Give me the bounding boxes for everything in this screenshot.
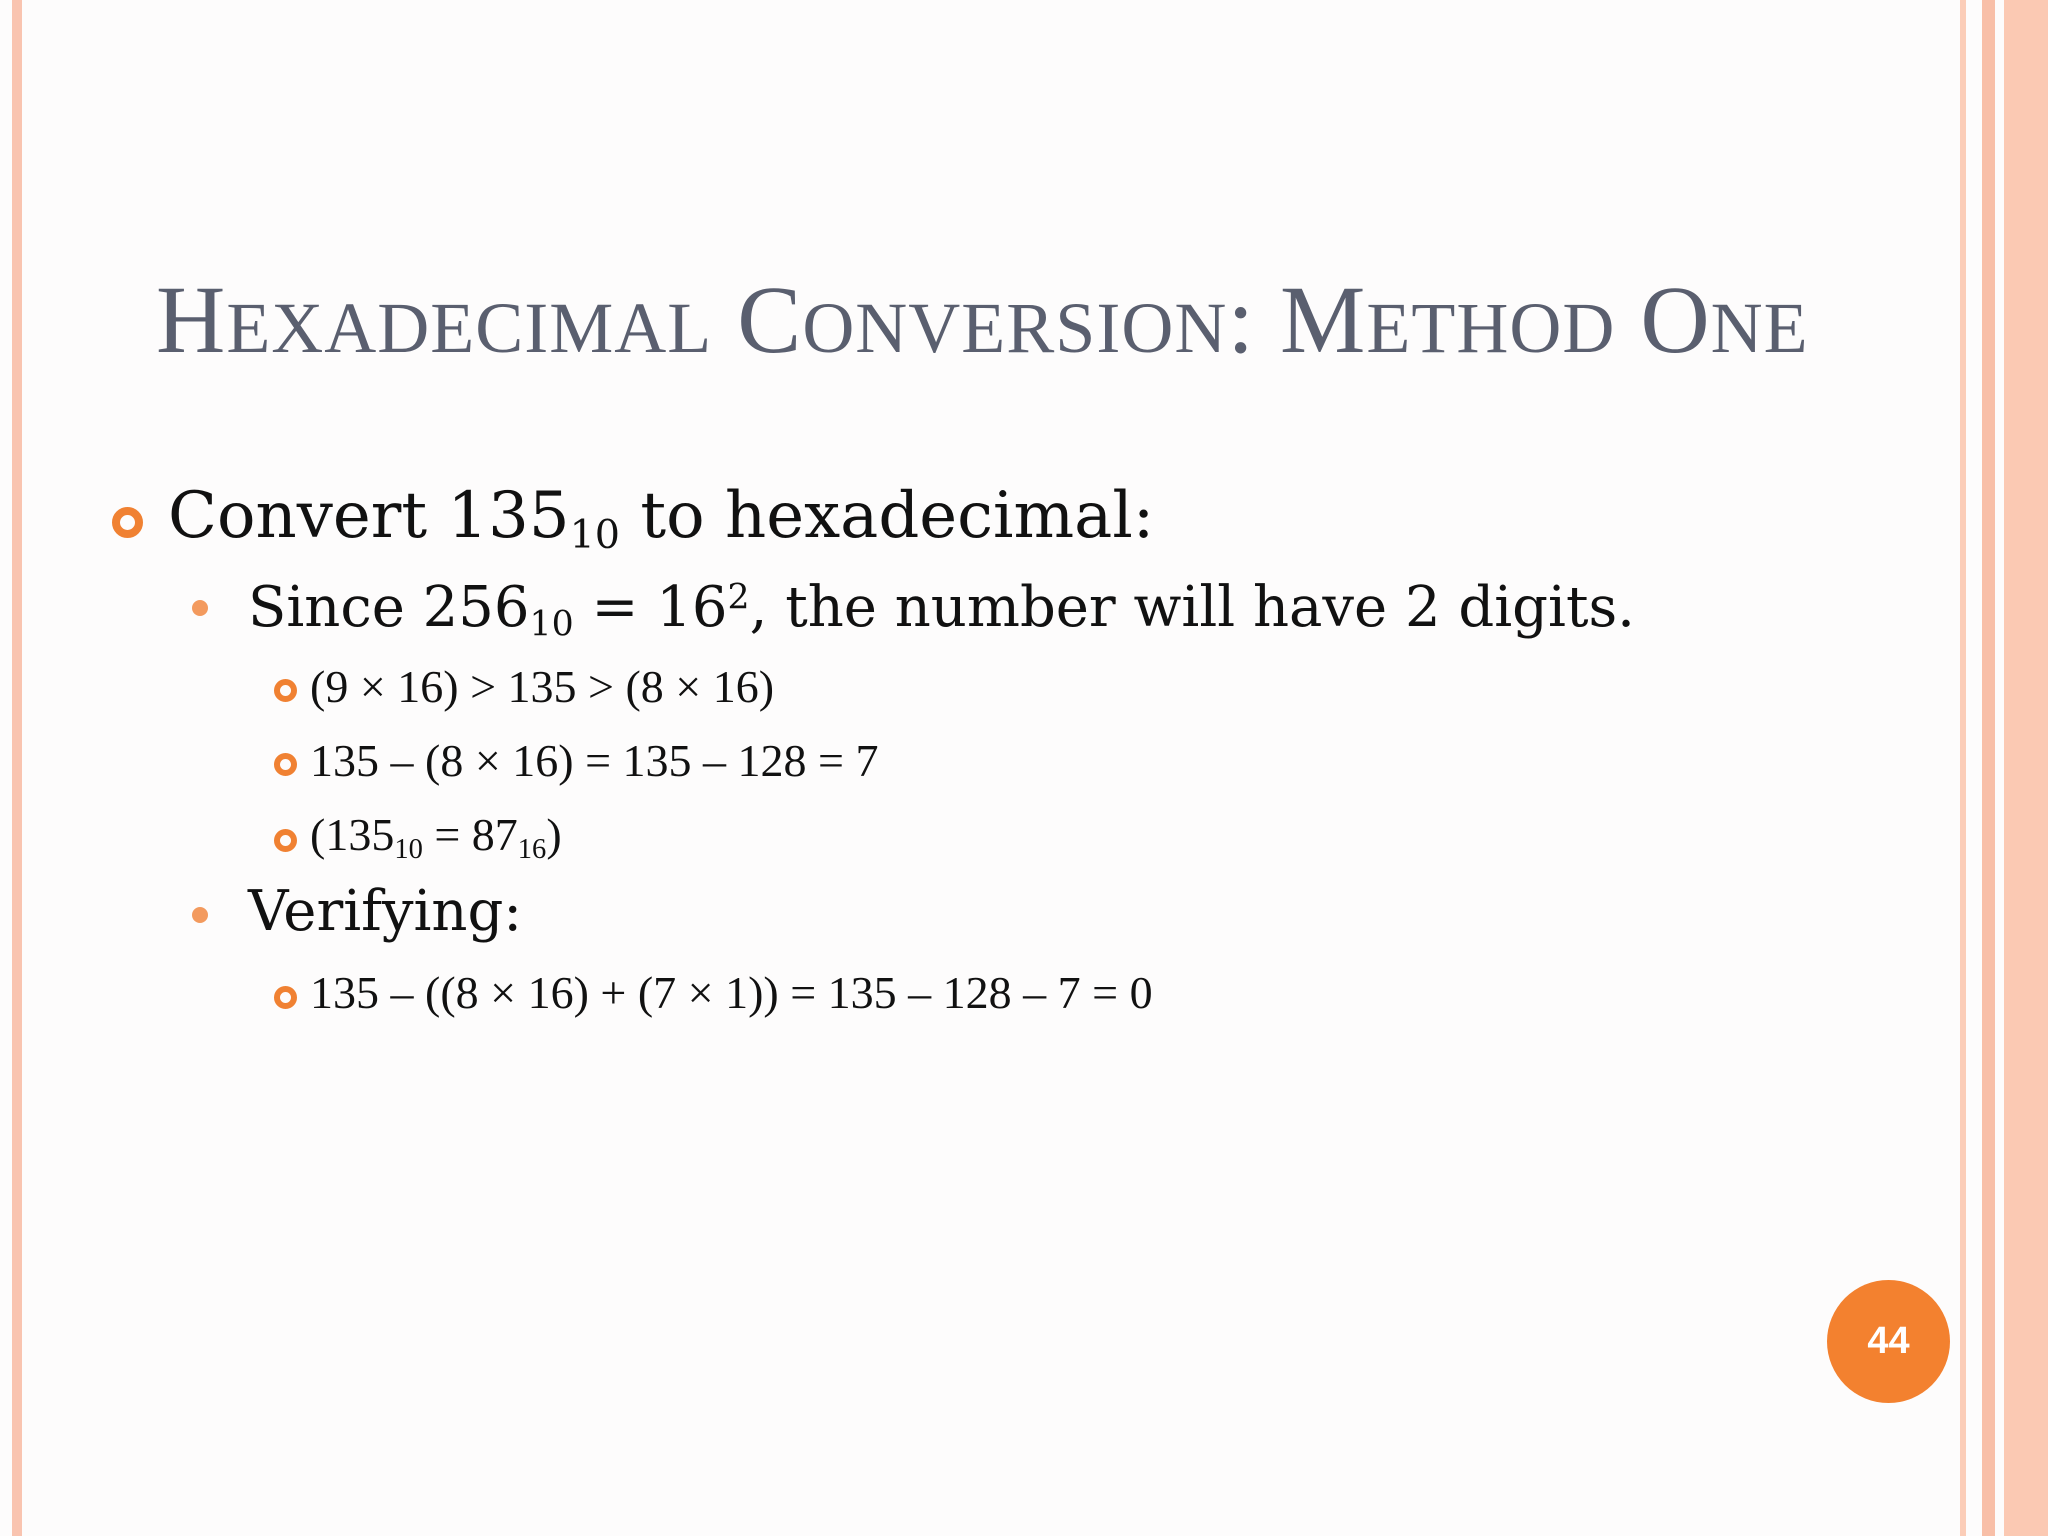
slide-title: HEXADECIMAL CONVERSION: METHOD ONE <box>156 266 1809 373</box>
orange-ring-bullet-icon <box>274 679 297 702</box>
right-border-band <box>1982 0 1995 1536</box>
page-number-badge: 44 <box>1827 1280 1950 1403</box>
right-border-band <box>1960 0 1966 1536</box>
orange-dot-bullet-icon <box>192 600 208 616</box>
bullet-verification: 135 – ((8 × 16) + (7 × 1)) = 135 – 128 – 7 = 0 <box>310 967 1153 1018</box>
orange-ring-bullet-icon <box>274 753 297 776</box>
bullet-inequality: (9 × 16) > 135 > (8 × 16) <box>310 661 775 712</box>
bullet-since: Since $256_{10} = 16^2$, the number will have 2 digits. <box>248 575 1635 645</box>
bullet-remainder: 135 – (8 × 16) = 135 – 128 = 7 <box>310 735 879 786</box>
orange-ring-bullet-icon <box>274 986 297 1009</box>
bullet-verifying: Verifying: <box>248 879 523 944</box>
orange-dot-bullet-icon <box>192 907 208 923</box>
left-border-stripe <box>12 0 22 1536</box>
orange-ring-bullet-icon <box>112 507 143 538</box>
right-border-band <box>2004 0 2048 1536</box>
bullet-result: $(135_{10} = 87_{16})$ <box>310 809 562 865</box>
bullet-convert: Convert $135_{10}$ to hexadecimal: <box>168 479 1155 559</box>
orange-ring-bullet-icon <box>274 829 297 852</box>
